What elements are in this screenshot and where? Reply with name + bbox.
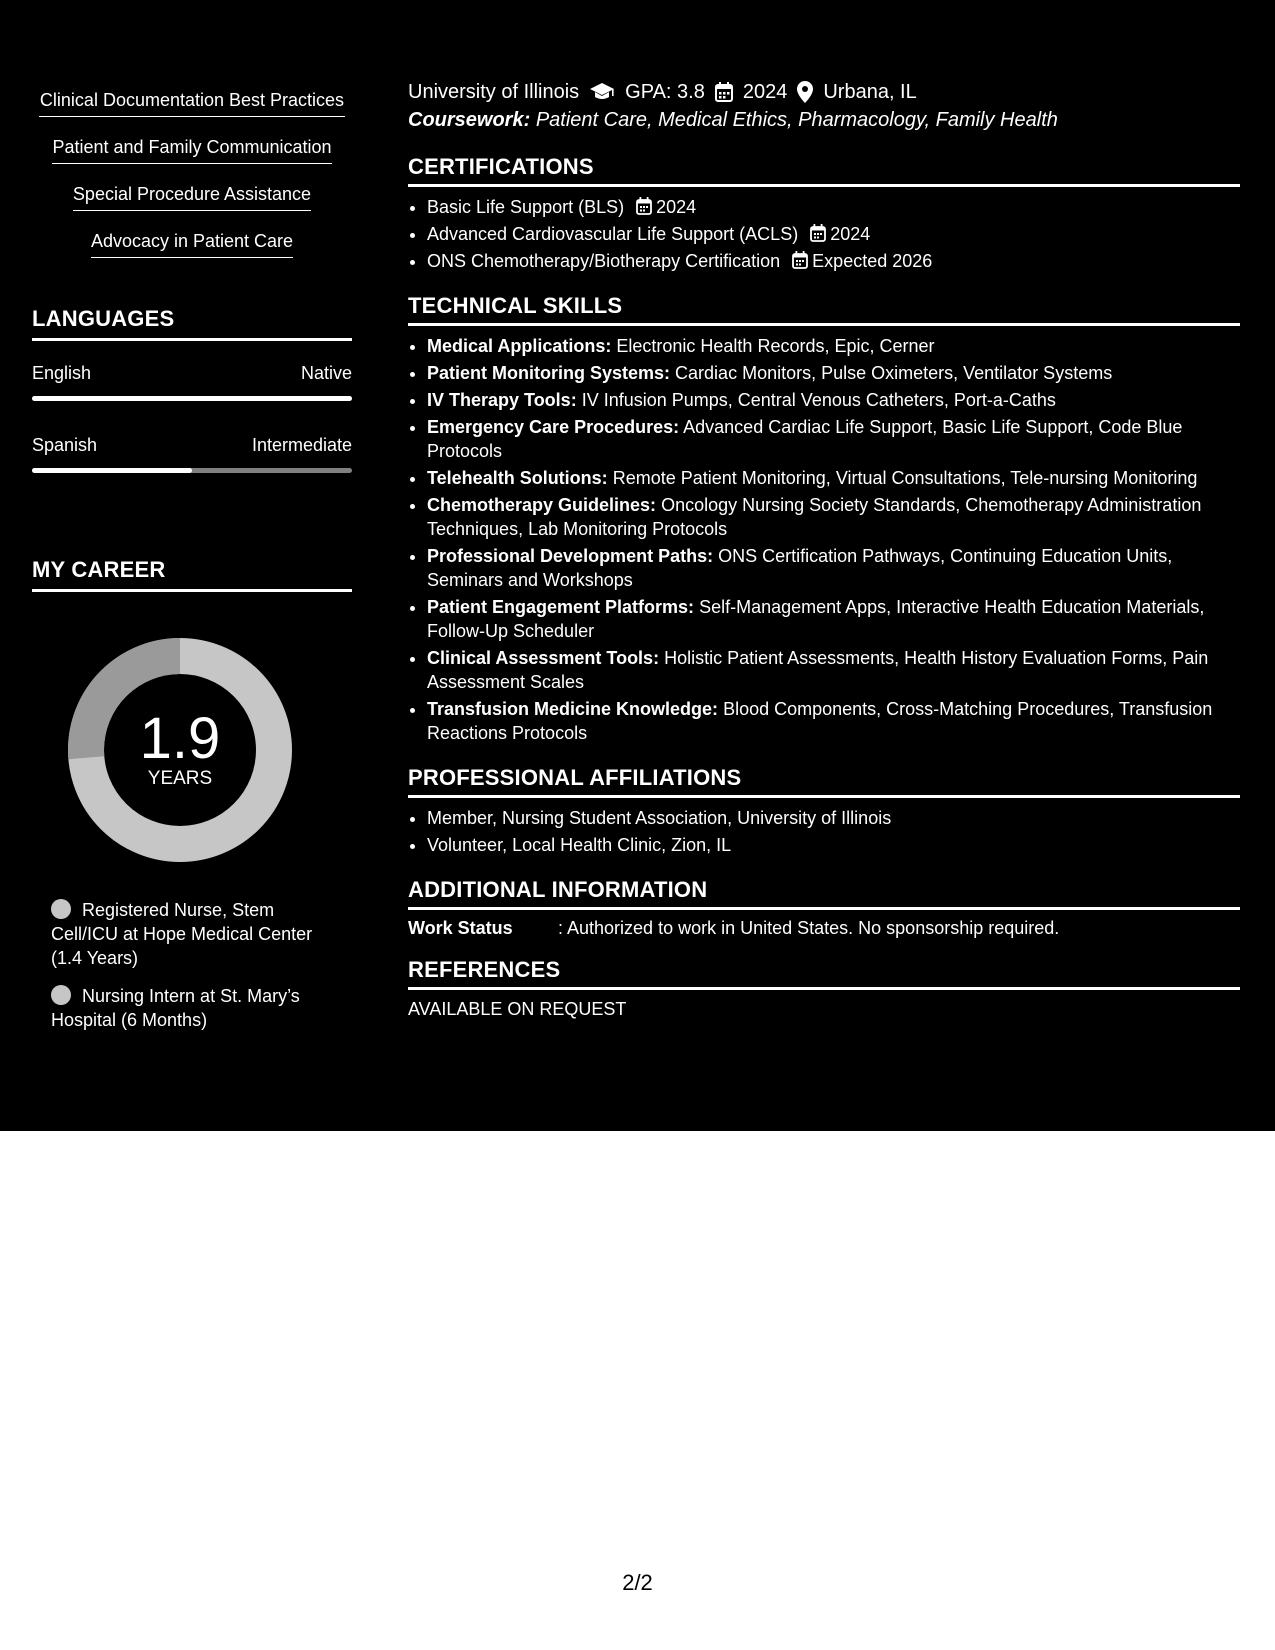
skill-item: • IV Therapy Tools: IV Infusion Pumps, Central Venous Catheters, Port-a-Caths — [427, 388, 1240, 412]
skill-item: • Chemotherapy Guidelines: Oncology Nursing Society Standards, Chemotherapy Administration Techniques, Lab Monitoring Protocols — [427, 493, 1240, 541]
coursework-text: Patient Care, Medical Ethics, Pharmacology, Family Health — [535, 109, 1058, 131]
strength-item: Advocacy in Patient Care — [32, 229, 352, 258]
education-line — [408, 78, 1240, 106]
skill-item: • Patient Monitoring Systems: Cardiac Monitors, Pulse Oximeters, Ventilator Systems — [427, 361, 1240, 385]
calendar-icon — [810, 224, 826, 242]
references-section — [408, 957, 1240, 1020]
career-total-value: 1.9 — [139, 706, 221, 771]
coursework-line — [408, 109, 1240, 132]
technical-skills-list — [408, 334, 1240, 745]
language-proficiency-bar — [32, 468, 352, 473]
strengths-list — [32, 88, 352, 258]
career-legend-item: Nursing Intern at St. Mary’s Hospital (6 Months) — [51, 986, 300, 1030]
donut-center — [66, 636, 294, 864]
certifications-section — [408, 154, 1240, 273]
affiliations-list — [408, 806, 1240, 857]
left-column — [32, 88, 352, 1046]
language-name: English — [32, 363, 92, 383]
career-legend-item: Registered Nurse, Stem Cell/ICU at Hope Medical Center (1.4 Years) — [51, 900, 313, 968]
languages-heading: LANGUAGES — [32, 306, 352, 341]
technical-skills-heading: TECHNICAL SKILLS — [408, 293, 1240, 326]
skill-item: • Telehealth Solutions: Remote Patient Monitoring, Virtual Consultations, Tele-nursing Monitoring — [427, 466, 1240, 490]
work-status-label: Work Status — [408, 918, 513, 938]
graduation-cap-icon — [589, 82, 615, 102]
coursework-label: Coursework: — [408, 109, 531, 131]
language-row — [32, 435, 352, 456]
references-heading: REFERENCES — [408, 957, 1240, 990]
career-heading: MY CAREER — [32, 557, 352, 592]
certifications-heading: CERTIFICATIONS — [408, 154, 1240, 187]
affiliations-heading: PROFESSIONAL AFFILIATIONS — [408, 765, 1240, 798]
work-status-row — [408, 918, 1240, 939]
right-column — [408, 78, 1240, 1020]
school-location: Urbana, IL — [823, 81, 917, 103]
calendar-icon — [636, 197, 652, 215]
strength-item: Clinical Documentation Best Practices — [32, 88, 352, 117]
strength-item: Special Procedure Assistance — [32, 182, 352, 211]
skill-item: • Professional Development Paths: ONS Certification Pathways, Continuing Education Units, Seminars and Workshops — [427, 544, 1240, 592]
career-total-unit: YEARS — [147, 768, 213, 789]
gpa: GPA: 3.8 — [625, 81, 705, 103]
skill-item: • Transfusion Medicine Knowledge: Blood Components, Cross-Matching Procedures, Transfusion Reactions Protocols — [427, 697, 1240, 745]
calendar-icon — [715, 82, 733, 102]
language-name: Spanish — [32, 435, 98, 455]
certification-item: • Advanced Cardiovascular Life Support (ACLS) 2024 — [427, 222, 1240, 246]
strength-item: Patient and Family Communication — [32, 135, 352, 164]
location-pin-icon — [797, 81, 813, 103]
affiliation-item: • Member, Nursing Student Association, University of Illinois — [427, 806, 1240, 830]
language-row — [32, 363, 352, 384]
skill-item: • Medical Applications: Electronic Health Records, Epic, Cerner — [427, 334, 1240, 358]
certification-item: • Basic Life Support (BLS) 2024 — [427, 195, 1240, 219]
career-legend — [51, 898, 341, 1032]
calendar-icon — [792, 251, 808, 269]
graduation-year: 2024 — [742, 81, 788, 103]
certification-item: • ONS Chemotherapy/Biotherapy Certification Expected 2026 — [427, 249, 1240, 273]
skill-item: • Patient Engagement Platforms: Self-Management Apps, Interactive Health Education Materials, Follow-Up Scheduler — [427, 595, 1240, 643]
additional-info-heading: ADDITIONAL INFORMATION — [408, 877, 1240, 910]
technical-skills-section — [408, 293, 1240, 745]
certifications-list — [408, 195, 1240, 273]
references-text: AVAILABLE ON REQUEST — [408, 999, 627, 1019]
legend-dot-icon — [51, 985, 71, 1005]
additional-info-section — [408, 877, 1240, 939]
language-proficiency-fill — [32, 468, 192, 473]
skill-item: • Emergency Care Procedures: Advanced Cardiac Life Support, Basic Life Support, Code Blue Protocols — [427, 415, 1240, 463]
affiliation-item: • Volunteer, Local Health Clinic, Zion, IL — [427, 833, 1240, 857]
career-donut-chart — [66, 636, 294, 864]
school-name: University of Illinois — [408, 81, 580, 103]
language-level: Intermediate — [251, 435, 352, 455]
affiliations-section — [408, 765, 1240, 857]
work-status-value: : Authorized to work in United States. No sponsorship required. — [558, 918, 1060, 938]
language-proficiency-fill — [32, 396, 352, 401]
language-proficiency-bar — [32, 396, 352, 401]
skill-item: • Clinical Assessment Tools: Holistic Patient Assessments, Health History Evaluation Forms, Pain Assessment Scales — [427, 646, 1240, 694]
page-number: 2/2 — [622, 1570, 653, 1595]
language-level: Native — [300, 363, 352, 383]
legend-dot-icon — [51, 899, 71, 919]
